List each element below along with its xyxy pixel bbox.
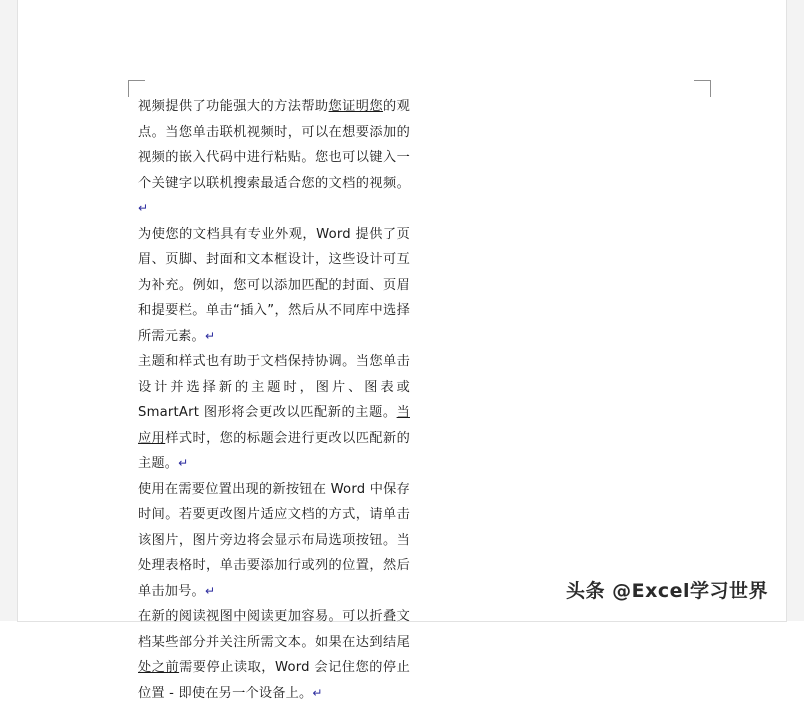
text-run-underlined: 当应用 (138, 405, 410, 446)
paragraph-mark: ↵ (204, 328, 216, 343)
watermark-label: 头条 @Excel学习世界 (565, 580, 768, 602)
paragraph-mark: ↵ (312, 685, 323, 700)
text-run: 视频提供了功能强大的方法帮助 (138, 99, 329, 114)
document-page[interactable] (18, 0, 786, 701)
text-run: 的观点。当您单击联机视频时，可以在想要添加的视频的嵌入代码中进行粘贴。您也可以键入一个关键字以联机搜索最适合您的文档的视频。 (138, 99, 410, 191)
text-run: 主题和样式也有助于文档保持协调。当您单击设计并选择新的主题时，图片、图表或 SmartArt 图形将会更改以匹配新的主题。 (138, 354, 410, 420)
paragraph-1[interactable] (138, 94, 410, 222)
text-run: 需要停止读取，Word 会记住您的停止位置 - 即使在另一个设备上。 (138, 660, 410, 701)
margin-mark-top-right (694, 80, 711, 97)
text-run-underlined: 处之前 (138, 660, 180, 675)
paragraph-3[interactable] (138, 349, 410, 477)
text-run-underlined: 您证明您 (328, 99, 383, 114)
document-text-body[interactable] (138, 94, 410, 706)
text-run: 在新的阅读视图中阅读更加容易。可以折叠文档某些部分并关注所需文本。如果在达到结尾 (138, 609, 410, 650)
text-run: 为使您的文档具有专业外观，Word 提供了页眉、页脚、封面和文本框设计，这些设计可互为补充。例如，您可以添加匹配的封面、页眉和提要栏。单击“插入”，然后从不同库中选择所需元素。 (138, 226, 410, 344)
paragraph-mark: ↵ (178, 456, 189, 470)
text-run: 样式时，您的标题会进行更改以匹配新的主题。 (138, 430, 410, 471)
paragraph-4[interactable] (138, 477, 410, 605)
paragraph-2[interactable] (138, 222, 410, 350)
paragraph-mark: ↵ (138, 201, 149, 215)
paragraph-5[interactable] (138, 604, 410, 706)
text-run: 使用在需要位置出现的新按钮在 Word 中保存时间。若要更改图片适应文档的方式，请单击该图片，图片旁边将会显示布局选项按钮。当处理表格时，单击要添加行或列的位置，然后单击加号。 (138, 481, 410, 599)
paragraph-mark: ↵ (204, 583, 216, 598)
